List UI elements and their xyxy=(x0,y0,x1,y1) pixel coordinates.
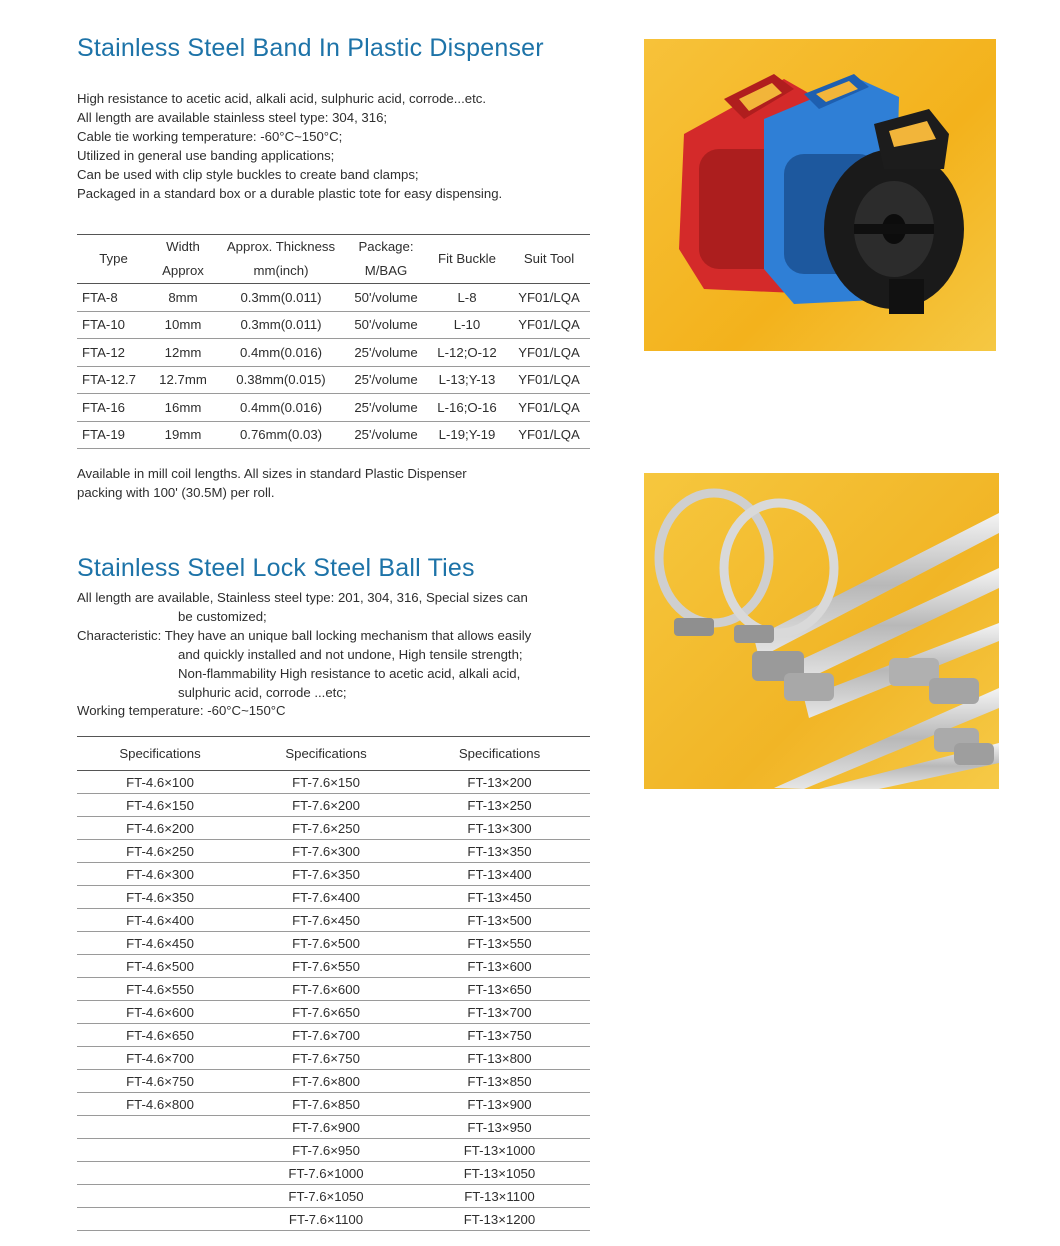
table-cell: YF01/LQA xyxy=(508,339,590,367)
table-row xyxy=(77,394,590,422)
table-header-row xyxy=(77,737,590,771)
table-cell: YF01/LQA xyxy=(508,284,590,312)
ball-ties-photo xyxy=(644,473,999,789)
table-row xyxy=(77,863,590,886)
table-cell: FT-7.6×1000 xyxy=(243,1162,409,1185)
table-cell: FT-7.6×250 xyxy=(243,817,409,840)
table-cell: FT-7.6×450 xyxy=(243,909,409,932)
table-cell: FT-13×850 xyxy=(409,1070,590,1093)
table-cell: 0.3mm(0.011) xyxy=(216,311,346,339)
header-specifications: Specifications xyxy=(409,737,590,771)
table-cell: L-10 xyxy=(426,311,508,339)
table-cell: FT-13×700 xyxy=(409,1001,590,1024)
description-line: Non-flammability High resistance to acetic acid, alkali acid, xyxy=(178,665,521,681)
table-row xyxy=(77,284,590,312)
table-cell: 10mm xyxy=(150,311,216,339)
table-row xyxy=(77,840,590,863)
table-cell: FT-4.6×700 xyxy=(77,1047,243,1070)
table-row xyxy=(77,1047,590,1070)
table-cell: 8mm xyxy=(150,284,216,312)
header-specifications: Specifications xyxy=(243,737,409,771)
table-cell: 25'/volume xyxy=(346,339,426,367)
table-cell: FT-4.6×600 xyxy=(77,1001,243,1024)
table-row xyxy=(77,817,590,840)
header-width: Width Approx xyxy=(162,239,204,278)
table-cell: 25'/volume xyxy=(346,366,426,394)
description-line: be customized; xyxy=(178,608,267,624)
table-cell xyxy=(77,1116,243,1139)
header-type: Type xyxy=(99,251,128,266)
header-specifications: Specifications xyxy=(77,737,243,771)
table-cell: FT-7.6×200 xyxy=(243,794,409,817)
table-cell: FT-7.6×900 xyxy=(243,1116,409,1139)
table-cell: FT-13×1050 xyxy=(409,1162,590,1185)
description-line: Packaged in a standard box or a durable plastic tote for easy dispensing. xyxy=(77,185,503,201)
header-fit-buckle: Fit Buckle xyxy=(438,251,496,266)
description-line: Cable tie working temperature: -60°C~150°C; xyxy=(77,128,343,144)
table-cell: YF01/LQA xyxy=(508,421,590,449)
table-cell: FT-7.6×150 xyxy=(243,771,409,794)
section2-description xyxy=(77,589,531,721)
table-row xyxy=(77,366,590,394)
table-cell: YF01/LQA xyxy=(508,394,590,422)
table-cell: L-19;Y-19 xyxy=(426,421,508,449)
description-line: High resistance to acetic acid, alkali acid, sulphuric acid, corrode...etc. xyxy=(77,91,487,106)
table-cell: FT-7.6×800 xyxy=(243,1070,409,1093)
table-row xyxy=(77,1208,590,1231)
table-cell: FT-13×800 xyxy=(409,1047,590,1070)
table-cell: FTA-19 xyxy=(77,421,150,449)
description-line: Characteristic: They have an unique ball locking mechanism that allows easily xyxy=(77,627,532,643)
table-cell: FTA-10 xyxy=(77,311,150,339)
table-row xyxy=(77,1116,590,1139)
table-cell: FT-13×450 xyxy=(409,886,590,909)
table-cell: FT-13×750 xyxy=(409,1024,590,1047)
table-cell: YF01/LQA xyxy=(508,366,590,394)
table-cell: 16mm xyxy=(150,394,216,422)
table-cell: FT-7.6×950 xyxy=(243,1139,409,1162)
table-cell: FT-4.6×200 xyxy=(77,817,243,840)
table-row xyxy=(77,1185,590,1208)
section1-title: Stainless Steel Band In Plastic Dispenser xyxy=(77,34,544,62)
table-row xyxy=(77,955,590,978)
table-cell: L-16;O-16 xyxy=(426,394,508,422)
table-cell: FT-4.6×350 xyxy=(77,886,243,909)
table-cell: 0.38mm(0.015) xyxy=(216,366,346,394)
table-cell: FT-13×200 xyxy=(409,771,590,794)
table-cell: FT-7.6×1050 xyxy=(243,1185,409,1208)
table-row xyxy=(77,311,590,339)
table-cell: FT-7.6×1100 xyxy=(243,1208,409,1231)
table-cell: FT-7.6×500 xyxy=(243,932,409,955)
table-cell: FT-4.6×300 xyxy=(77,863,243,886)
table-cell: 25'/volume xyxy=(346,421,426,449)
table-cell: FT-13×500 xyxy=(409,909,590,932)
table-cell xyxy=(77,1208,243,1231)
table-cell: FT-13×350 xyxy=(409,840,590,863)
table-cell xyxy=(77,1185,243,1208)
table-cell: FT-13×1000 xyxy=(409,1139,590,1162)
table-cell: FT-4.6×500 xyxy=(77,955,243,978)
table-cell: FT-13×250 xyxy=(409,794,590,817)
table-cell: L-13;Y-13 xyxy=(426,366,508,394)
table-cell: 0.4mm(0.016) xyxy=(216,339,346,367)
description-line: Utilized in general use banding applications; xyxy=(77,147,335,163)
table-header-row xyxy=(77,235,590,284)
table-cell: FT-7.6×650 xyxy=(243,1001,409,1024)
table-row xyxy=(77,1024,590,1047)
band-spec-table xyxy=(77,234,590,449)
table-row xyxy=(77,978,590,1001)
table-cell: FT-4.6×250 xyxy=(77,840,243,863)
table-cell xyxy=(77,1162,243,1185)
table-row xyxy=(77,1162,590,1185)
table-cell: FT-13×950 xyxy=(409,1116,590,1139)
description-line: All length are available, Stainless steel type: 201, 304, 316, Special sizes can xyxy=(77,590,528,605)
table-cell xyxy=(77,1139,243,1162)
table-row xyxy=(77,1070,590,1093)
table-cell: FT-7.6×350 xyxy=(243,863,409,886)
table-cell: 0.4mm(0.016) xyxy=(216,394,346,422)
header-package: Package: M/BAG xyxy=(358,239,414,278)
table-row xyxy=(77,886,590,909)
table-cell: 25'/volume xyxy=(346,394,426,422)
table-cell: FT-7.6×750 xyxy=(243,1047,409,1070)
table-cell: FTA-8 xyxy=(77,284,150,312)
table-cell: FT-4.6×650 xyxy=(77,1024,243,1047)
table-cell: FT-7.6×400 xyxy=(243,886,409,909)
table-row xyxy=(77,932,590,955)
table-cell: 0.3mm(0.011) xyxy=(216,284,346,312)
description-line: and quickly installed and not undone, High tensile strength; xyxy=(178,646,523,662)
table-cell: FT-13×1100 xyxy=(409,1185,590,1208)
description-line: Can be used with clip style buckles to create band clamps; xyxy=(77,166,419,182)
table-row xyxy=(77,1093,590,1116)
table-cell: FT-4.6×750 xyxy=(77,1070,243,1093)
description-line: Working temperature: -60°C~150°C xyxy=(77,703,286,719)
header-suit-tool: Suit Tool xyxy=(523,251,575,266)
table-row xyxy=(77,1001,590,1024)
ball-tie-spec-table xyxy=(77,736,590,1231)
table-cell: L-12;O-12 xyxy=(426,339,508,367)
table-cell: FT-4.6×800 xyxy=(77,1093,243,1116)
table-row xyxy=(77,339,590,367)
table-cell: FT-4.6×100 xyxy=(77,771,243,794)
table-row xyxy=(77,1139,590,1162)
table-cell: FT-13×1200 xyxy=(409,1208,590,1231)
table-cell: 50'/volume xyxy=(346,284,426,312)
table-cell: FT-13×650 xyxy=(409,978,590,1001)
table-cell: FT-13×600 xyxy=(409,955,590,978)
table-row xyxy=(77,421,590,449)
dispenser-photo xyxy=(644,39,996,351)
table-cell: FT-7.6×300 xyxy=(243,840,409,863)
table-cell: FT-13×400 xyxy=(409,863,590,886)
table-cell: FT-13×550 xyxy=(409,932,590,955)
table-row xyxy=(77,794,590,817)
table-cell: FT-4.6×150 xyxy=(77,794,243,817)
table-cell: 0.76mm(0.03) xyxy=(216,421,346,449)
header-thickness: Approx. Thickness mm(inch) xyxy=(226,239,336,278)
table-cell: FTA-12.7 xyxy=(77,366,150,394)
table-cell: FT-7.6×600 xyxy=(243,978,409,1001)
description-line: sulphuric acid, corrode ...etc; xyxy=(178,684,347,700)
table-cell: FTA-12 xyxy=(77,339,150,367)
table-cell: 12mm xyxy=(150,339,216,367)
table-cell: FTA-16 xyxy=(77,394,150,422)
table-cell: FT-4.6×450 xyxy=(77,932,243,955)
table-cell: FT-7.6×700 xyxy=(243,1024,409,1047)
note-line: packing with 100' (30.5M) per roll. xyxy=(77,484,275,500)
table-cell: FT-4.6×550 xyxy=(77,978,243,1001)
table-cell: FT-7.6×850 xyxy=(243,1093,409,1116)
section2-title: Stainless Steel Lock Steel Ball Ties xyxy=(77,554,475,582)
table-cell: FT-13×900 xyxy=(409,1093,590,1116)
table-cell: 50'/volume xyxy=(346,311,426,339)
note-line: Available in mill coil lengths. All sizes in standard Plastic Dispenser xyxy=(77,466,467,481)
table-cell: FT-7.6×550 xyxy=(243,955,409,978)
table-cell: 19mm xyxy=(150,421,216,449)
section1-description xyxy=(77,90,502,203)
description-line: All length are available stainless steel type: 304, 316; xyxy=(77,109,388,125)
table-cell: FT-4.6×400 xyxy=(77,909,243,932)
table-row xyxy=(77,909,590,932)
section1-note xyxy=(77,465,467,503)
table-cell: FT-13×300 xyxy=(409,817,590,840)
table-cell: L-8 xyxy=(426,284,508,312)
table-cell: 12.7mm xyxy=(150,366,216,394)
table-row xyxy=(77,771,590,794)
table-cell: YF01/LQA xyxy=(508,311,590,339)
